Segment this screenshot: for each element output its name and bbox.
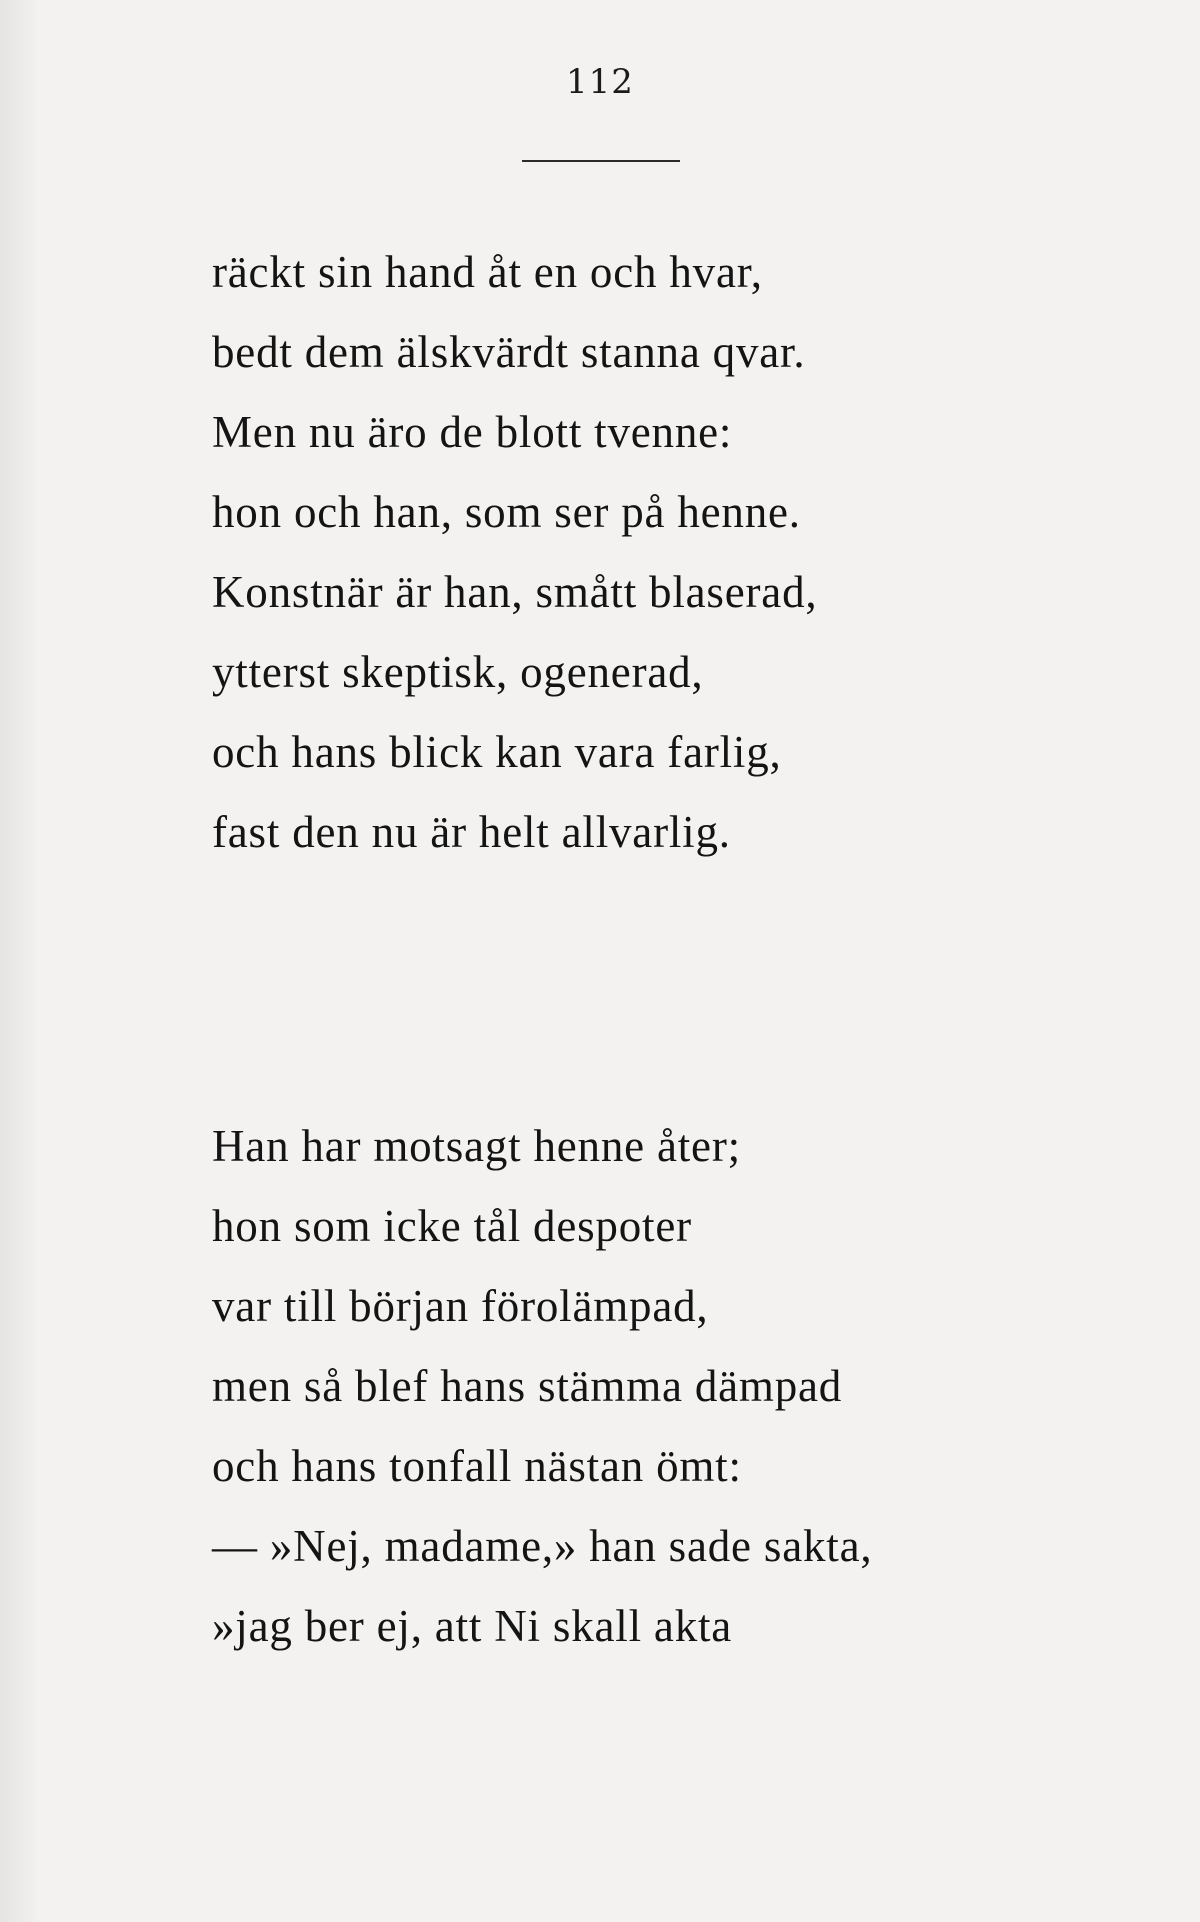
header-rule [522,160,680,162]
poem-line: ytterst skeptisk, ogenerad, [212,647,704,697]
poem-line: Konstnär är han, smått blaserad, [212,567,818,617]
poem-line: var till början förolämpad, [212,1281,709,1331]
poem-line: hon som icke tål despoter [212,1201,692,1251]
poem-line: — »Nej, madame,» han sade sakta, [212,1521,873,1571]
poem-line: »jag ber ej, att Ni skall akta [212,1601,733,1651]
poem-line: Han har motsagt henne åter; [212,1121,741,1171]
poem-line: Men nu äro de blott tvenne: [212,407,733,457]
poem-line: bedt dem älskvärdt stanna qvar. [212,327,806,377]
stanza-1 [212,232,817,872]
poem-line: och hans tonfall nästan ömt: [212,1441,742,1491]
poem-line: men så blef hans stämma dämpad [212,1361,843,1411]
poem-line: fast den nu är helt allvarlig. [212,807,731,857]
poem-line: och hans blick kan vara farlig, [212,727,782,777]
page-number: 112 [566,62,634,102]
poem-line: räckt sin hand åt en och hvar, [212,247,763,297]
stanza-2 [212,1106,872,1666]
poem-line: hon och han, som ser på henne. [212,487,801,537]
